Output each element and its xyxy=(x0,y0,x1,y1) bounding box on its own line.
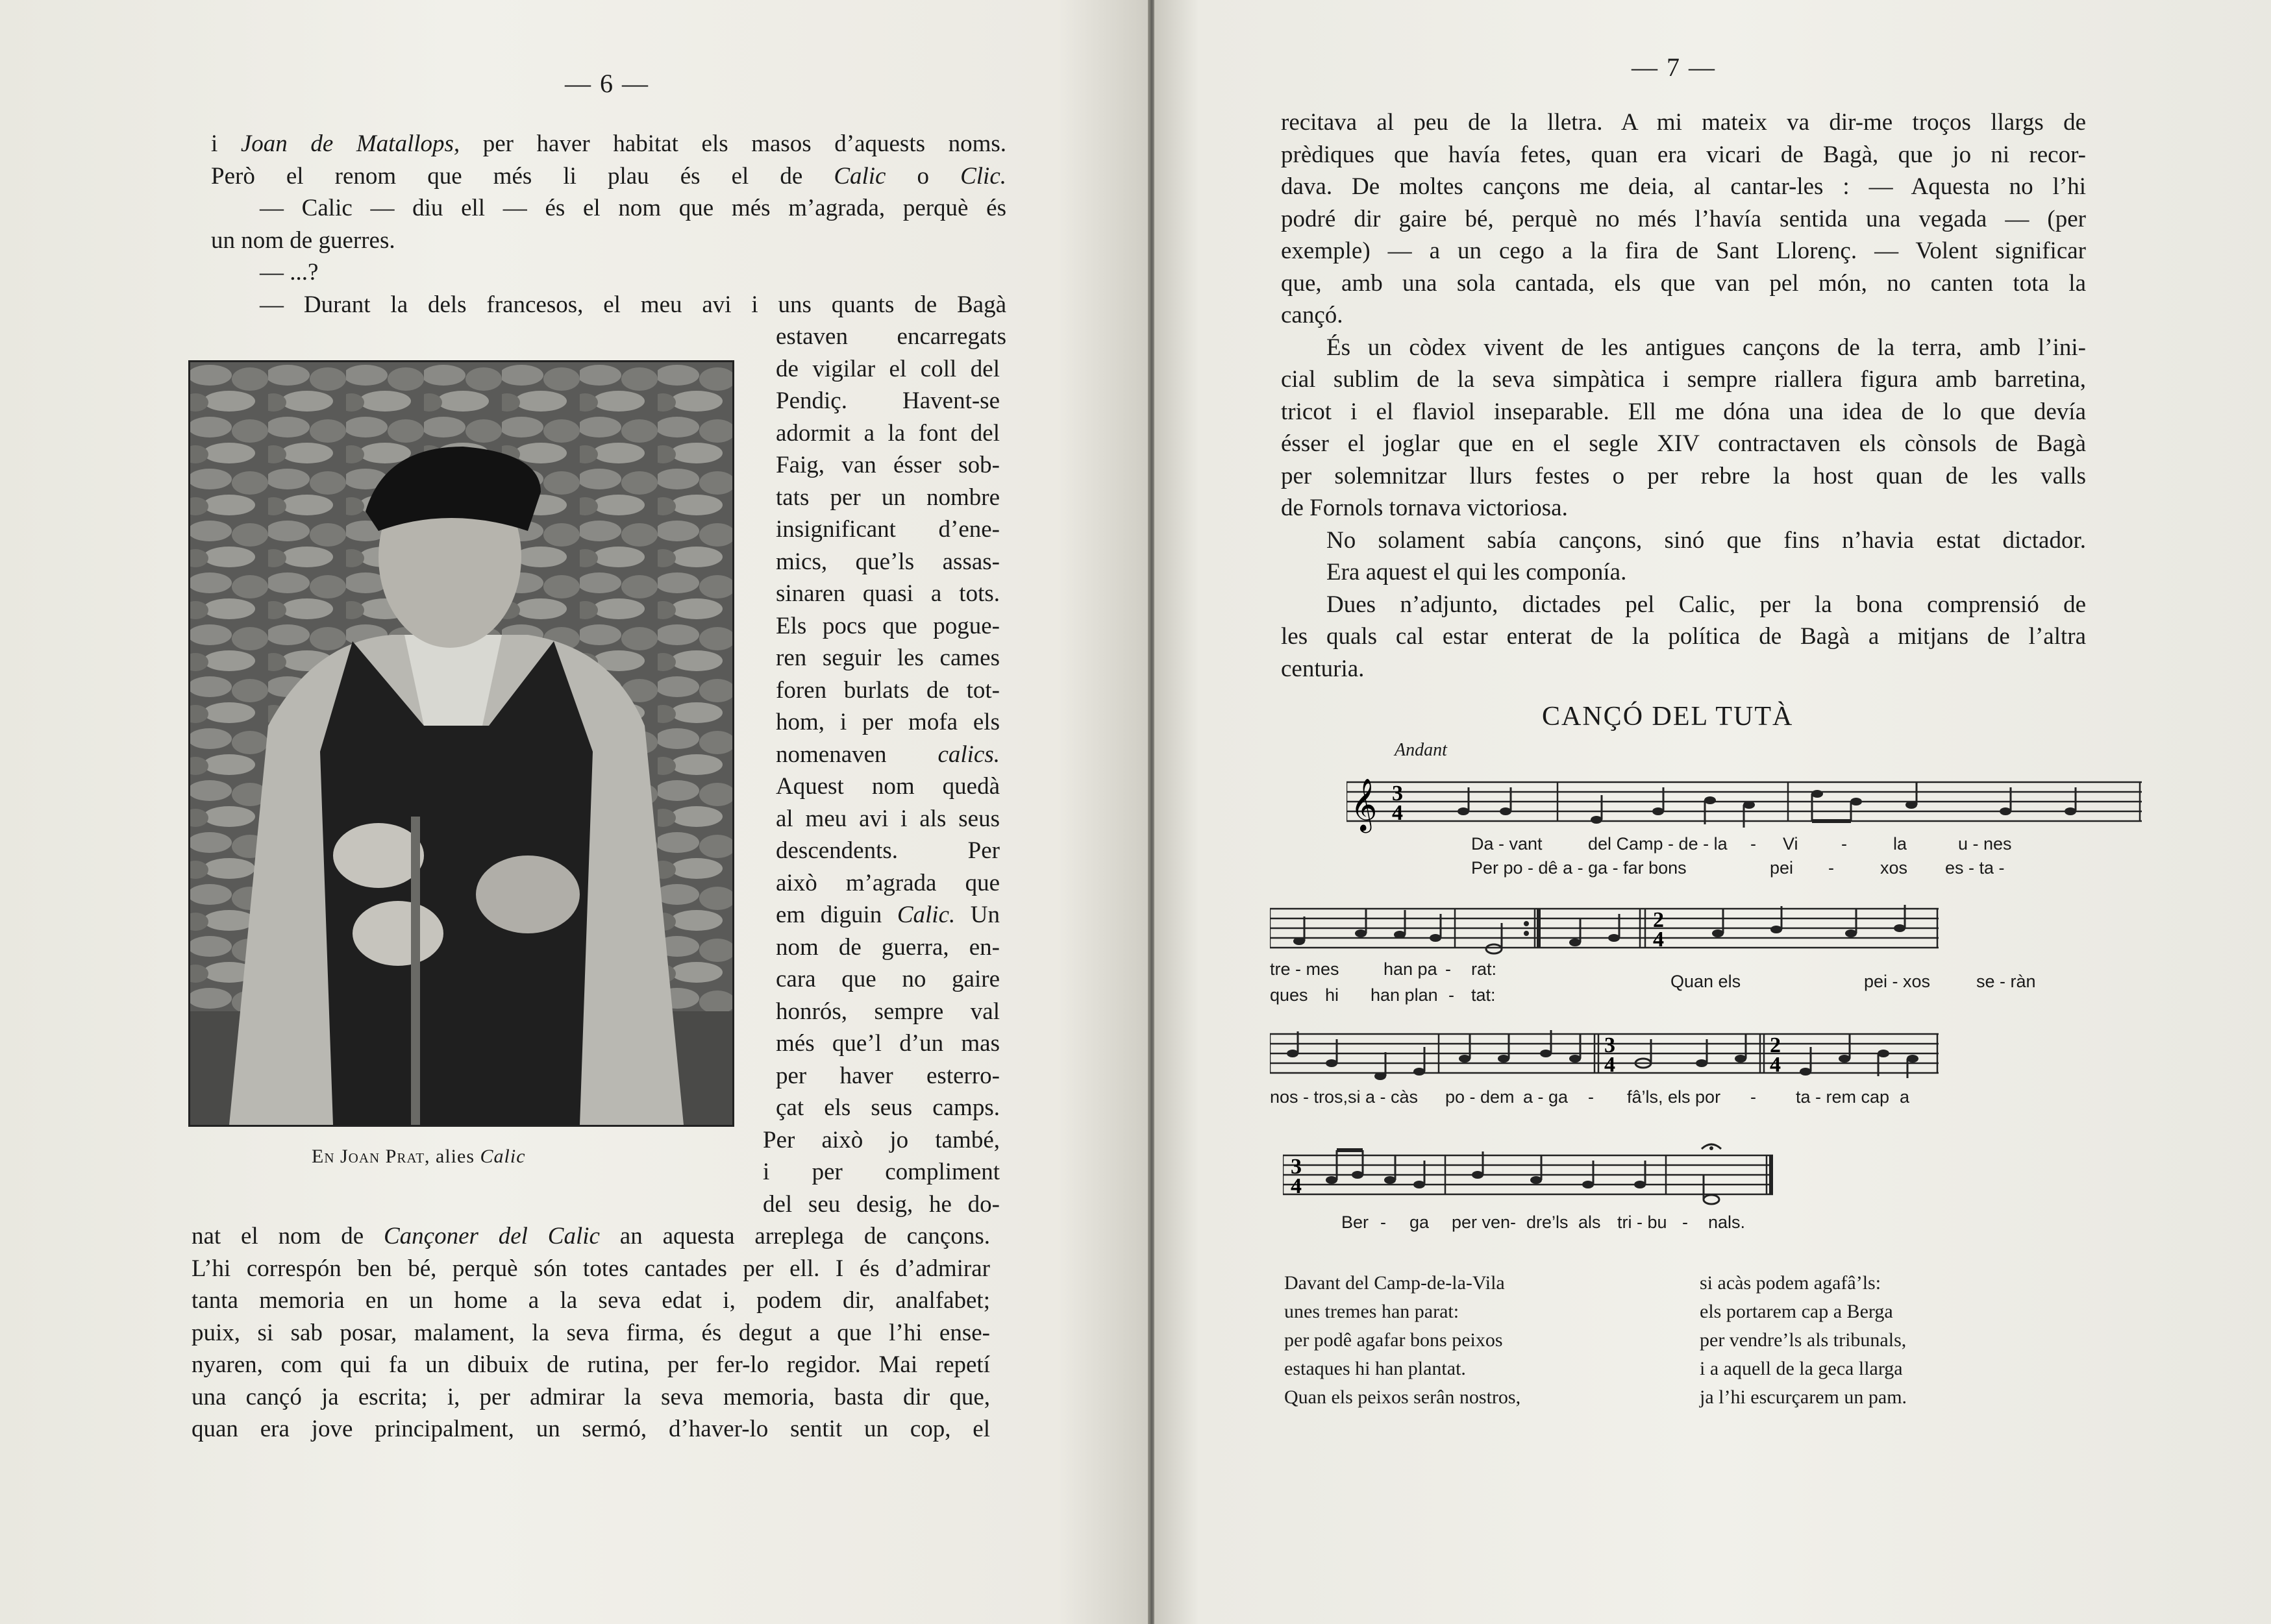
lyric-syllable: u - nes xyxy=(1958,834,2012,854)
text-line xyxy=(776,643,1000,674)
text-line xyxy=(1281,204,2086,235)
lyric-syllable: tat: xyxy=(1471,985,1496,1005)
lyrics-line-1a xyxy=(1471,834,2012,854)
page-number-right: — 7 — xyxy=(1632,53,1716,82)
text-segment: recitava al peu de la lletra. A mi mateix va dir-me troços llargs de xyxy=(1281,109,2086,136)
song-title: CANÇÓ DEL TUTÀ xyxy=(1542,702,1794,732)
text-segment: mics, que’ls assas- xyxy=(776,548,1000,575)
lyric-syllable: Da - vant xyxy=(1471,834,1543,854)
lyric-syllable: ga xyxy=(1409,1212,1430,1232)
text-segment: això m’agrada que xyxy=(776,869,1000,896)
lyric-syllable: - xyxy=(1445,959,1451,979)
lyric-syllable: la xyxy=(1893,834,1907,854)
text-segment: de vigilar el coll del xyxy=(776,355,1000,382)
text-line xyxy=(776,514,1000,545)
text-segment: sinaren quasi a tots. xyxy=(776,580,1000,607)
verse-line: per vendre’ls als tribunals, xyxy=(1700,1329,1907,1351)
text-line xyxy=(192,1382,990,1413)
text-segment: centuria. xyxy=(1281,655,1365,682)
text-segment: Faig, van ésser sob- xyxy=(776,452,1000,478)
text-segment: nyaren, com qui fa un dibuix de rutina, per fer-lo regidor. Mai repetí xyxy=(192,1351,990,1378)
lyrics-line-2c xyxy=(1670,972,2036,992)
portrait-photo xyxy=(188,360,734,1127)
caption-alias-word: alies xyxy=(430,1146,480,1167)
lyrics-line-2b xyxy=(1270,985,1496,1005)
text-line xyxy=(1326,332,2086,363)
text-segment: tricot i el flaviol inseparable. Ell me dóna una idea de lo que devía xyxy=(1281,398,2086,425)
text-segment: Aquest nom quedà xyxy=(776,773,1000,800)
text-segment: adormit a la font del xyxy=(776,419,1000,447)
lyric-syllable: - xyxy=(1448,985,1454,1005)
text-segment: cançó. xyxy=(1281,302,1343,328)
text-line xyxy=(776,675,1000,706)
text-segment: de Fornols tornava victoriosa. xyxy=(1281,495,1568,521)
text-line xyxy=(776,835,1000,867)
text-segment: Cançoner del Calic xyxy=(383,1223,600,1249)
text-segment: insignificant d’ene- xyxy=(776,516,1000,543)
caption-nickname: Calic xyxy=(480,1146,526,1167)
text-line xyxy=(1281,621,2086,652)
text-line xyxy=(1281,300,2086,331)
text-line xyxy=(1326,525,2086,556)
text-line xyxy=(776,868,1000,899)
lyric-syllable: Vi xyxy=(1783,834,1798,854)
text-line xyxy=(776,739,1000,770)
text-segment: Calic. xyxy=(897,902,956,928)
verse-line: per podê agafar bons peixos xyxy=(1284,1329,1503,1351)
text-segment: i xyxy=(211,130,241,157)
text-segment: em diguin xyxy=(776,902,897,928)
right-page xyxy=(1154,0,2271,1624)
text-segment: hom, i per mofa els xyxy=(776,709,1000,735)
text-line xyxy=(776,900,1000,931)
text-segment: un nom de guerres. xyxy=(211,227,395,254)
text-line xyxy=(763,1125,1000,1156)
text-segment: ren seguir les cames xyxy=(776,645,1000,671)
caption-name: En Joan Prat, xyxy=(312,1146,430,1167)
lyric-syllable: Ber xyxy=(1341,1212,1369,1232)
text-segment: estaven encarregats xyxy=(776,323,1006,350)
text-line xyxy=(211,161,1006,192)
text-line xyxy=(192,1221,990,1252)
text-segment: per haver esterro- xyxy=(776,1062,1000,1089)
text-segment: nat el nom de xyxy=(192,1223,384,1249)
lyric-syllable: po - dem xyxy=(1445,1087,1515,1107)
lyric-syllable: pei xyxy=(1770,858,1794,878)
text-segment: Joan de Matallops, xyxy=(240,130,460,157)
text-line xyxy=(1281,107,2086,138)
lyric-syllable: pei - xos xyxy=(1864,972,1931,991)
text-line xyxy=(776,1028,1000,1059)
lyric-syllable: tre - mes xyxy=(1270,959,1339,979)
text-segment: o xyxy=(886,162,961,190)
text-segment: honrós, sempre val xyxy=(776,998,1000,1025)
lyric-syllable: nals. xyxy=(1708,1212,1746,1232)
text-line xyxy=(776,964,1000,995)
time-signature-top-3: 3 xyxy=(1604,1033,1615,1057)
text-line xyxy=(776,771,1000,802)
text-line xyxy=(776,482,1000,513)
text-line xyxy=(1326,557,2086,588)
text-line xyxy=(776,932,1000,963)
lyric-syllable: - xyxy=(1750,1087,1756,1107)
lyric-syllable: a xyxy=(1900,1087,1910,1107)
text-line xyxy=(192,1349,990,1381)
text-line xyxy=(1326,589,2086,621)
text-line xyxy=(776,386,1000,417)
text-segment: dava. De moltes cançons me deia, al cantar-les : — Aquesta no l’hi xyxy=(1281,173,2086,200)
lyric-syllable: - xyxy=(1588,1087,1594,1107)
text-segment: tats per un nombre xyxy=(776,484,1000,511)
text-line xyxy=(211,129,1006,160)
lyrics-line-1b xyxy=(1471,858,2005,878)
verse-line: els portarem cap a Berga xyxy=(1700,1301,1893,1322)
text-line xyxy=(776,418,1000,449)
text-segment: quan era jove principalment, un sermó, d’haver-lo sentit un cop, el xyxy=(192,1416,990,1442)
text-segment: foren burlats de tot- xyxy=(776,676,1000,704)
verse-line: Davant del Camp-de-la-Vila xyxy=(1284,1272,1505,1294)
lyric-syllable: del Camp - de - la xyxy=(1588,834,1728,854)
time-signature-bottom-5: 4 xyxy=(1291,1174,1302,1198)
music-staff-4 xyxy=(1283,1142,1773,1207)
text-segment: an aquesta arreplega de cançons. xyxy=(599,1223,990,1249)
text-line xyxy=(776,321,1006,352)
text-segment: prèdiques que havía fetes, quan era vicari de Bagà, que jo ni recor- xyxy=(1281,141,2086,168)
text-segment: més que’l d’un mas xyxy=(776,1030,1000,1057)
time-signature-top: 3 xyxy=(1392,781,1403,806)
lyric-syllable: xos xyxy=(1880,858,1908,878)
text-line xyxy=(1281,171,2086,203)
text-segment: que, amb una sola cantada, els que van pel món, no canten tota la xyxy=(1281,269,2086,297)
verse-line: si acàs podem agafâ’ls: xyxy=(1700,1272,1881,1294)
text-segment: al meu avi i als seus xyxy=(776,805,1000,832)
text-line xyxy=(192,1285,990,1316)
lyric-syllable: - xyxy=(1828,858,1834,878)
text-line xyxy=(776,450,1000,481)
time-signature-bottom-4: 4 xyxy=(1770,1053,1781,1077)
lyric-syllable: - xyxy=(1682,1212,1688,1232)
lyric-syllable: nos - tros, xyxy=(1270,1087,1348,1107)
text-line xyxy=(211,225,1006,256)
text-segment: per solemnitzar llurs festes o per rebre la host quan de les valls xyxy=(1281,462,2086,489)
text-line xyxy=(776,707,1000,738)
time-signature-bottom: 4 xyxy=(1392,801,1403,825)
text-segment: Era aquest el qui les componía. xyxy=(1326,559,1627,585)
lyric-syllable: Per po - dê a - ga - far bons xyxy=(1471,858,1687,878)
text-segment: — Durant la dels francesos, el meu avi i uns quants de Bagà xyxy=(260,291,1006,318)
lyric-syllable: es - ta - xyxy=(1945,858,2005,878)
text-line xyxy=(1281,654,2086,685)
text-line xyxy=(1281,236,2086,267)
text-line xyxy=(260,257,377,288)
verse-line: Quan els peixos serân nostros, xyxy=(1284,1386,1521,1408)
text-line xyxy=(192,1414,990,1445)
lyric-syllable: - xyxy=(1510,1212,1516,1232)
lyric-syllable: se - ràn xyxy=(1976,972,2036,991)
text-segment: tanta memoria en un home a la seva edat i, podem dir, analfabet; xyxy=(192,1287,990,1314)
lyric-syllable: als xyxy=(1578,1212,1601,1232)
treble-clef-icon: 𝄞 xyxy=(1350,778,1378,831)
text-segment: podré dir gaire bé, perquè no més l’havía sentida una vegada — (per xyxy=(1281,205,2086,232)
text-segment: nomenaven xyxy=(776,741,938,768)
lyric-syllable: ta - rem cap xyxy=(1796,1087,1890,1107)
lyrics-line-3 xyxy=(1270,1087,1909,1107)
music-staff-1 xyxy=(1346,776,2142,834)
text-line xyxy=(763,1157,1000,1188)
lyric-syllable: ques xyxy=(1270,985,1308,1005)
lyric-syllable: Quan els xyxy=(1670,972,1741,991)
text-segment: cara que no gaire xyxy=(776,966,1000,992)
time-signature-top-4: 2 xyxy=(1770,1033,1781,1057)
music-staff-2 xyxy=(1270,902,1939,961)
text-line xyxy=(763,1189,1000,1220)
text-line xyxy=(1281,364,2086,395)
time-signature-bottom-2: 4 xyxy=(1653,928,1664,952)
text-segment: — ...? xyxy=(260,259,319,286)
lyric-syllable: han pa xyxy=(1384,959,1437,979)
text-line xyxy=(1281,428,2086,460)
text-segment: Un xyxy=(955,902,1000,928)
text-line xyxy=(1281,397,2086,428)
verse-line: ja l’hi escurçarem un pam. xyxy=(1700,1386,1907,1408)
text-line xyxy=(776,354,1000,385)
verse-line: i a aquell de la geca llarga xyxy=(1700,1358,1903,1379)
text-line xyxy=(776,578,1000,609)
text-segment: i per compliment xyxy=(763,1159,1000,1185)
text-segment: les quals cal estar enterat de la política de Bagà a mitjans de l’altra xyxy=(1281,623,2086,650)
text-segment: Pendiç. Havent-se xyxy=(776,388,1000,414)
text-line xyxy=(776,611,1000,642)
lyric-syllable: si a - càs xyxy=(1348,1087,1419,1107)
verse-line: unes tremes han parat: xyxy=(1284,1301,1459,1322)
text-segment: És un còdex vivent de les antigues cançons de la terra, amb l’ini- xyxy=(1326,334,2086,361)
tempo-marking: Andant xyxy=(1395,740,1447,760)
text-segment: L’hi correspón ben bé, perquè són totes cantades per ell. I és d’admirar xyxy=(192,1255,990,1282)
lyrics-line-4 xyxy=(1341,1212,1745,1233)
text-segment: una cançó ja escrita; i, per admirar la seva memoria, basta dir que, xyxy=(192,1383,990,1410)
text-segment: No solament sabía cançons, sinó que fins n’havia estat dictador. xyxy=(1326,526,2086,554)
text-segment: puix, si sab posar, malament, la seva firma, és degut a que l’hi ense- xyxy=(192,1319,990,1346)
lyric-syllable: - xyxy=(1380,1212,1386,1232)
photo-caption xyxy=(312,1146,526,1168)
text-line xyxy=(260,289,1006,321)
text-segment: Clic. xyxy=(960,162,1007,190)
time-signature-top-5: 3 xyxy=(1291,1155,1302,1179)
lyrics-line-2a xyxy=(1270,959,1496,979)
text-segment: per haver habitat els masos d’aquests noms. xyxy=(460,130,1007,157)
time-signature-bottom-3: 4 xyxy=(1604,1053,1615,1077)
text-segment: Però el renom que més li plau és el de xyxy=(211,162,834,190)
page-number: — 6 — xyxy=(565,69,649,98)
text-segment: Per això jo també, xyxy=(763,1126,1000,1153)
text-line xyxy=(776,1092,1000,1124)
lyric-syllable: per ven xyxy=(1452,1212,1511,1232)
text-segment: Calic xyxy=(834,162,886,190)
lyric-syllable: han plan xyxy=(1371,985,1438,1005)
text-segment: — Calic — diu ell — és el nom que més m’agrada, perquè és xyxy=(260,195,1006,221)
text-line xyxy=(1281,461,2086,492)
text-line xyxy=(1281,493,2086,524)
lyric-syllable: dre’ls xyxy=(1526,1212,1569,1232)
text-segment: del seu desig, he do- xyxy=(763,1190,1000,1218)
text-line xyxy=(776,804,1000,835)
text-line xyxy=(1281,268,2086,299)
text-segment: descendents. Per xyxy=(776,837,1000,864)
text-segment: cial sublim de la seva simpàtica i sempre riallera figura amb barretina, xyxy=(1281,366,2086,393)
lyric-syllable: a - ga xyxy=(1523,1087,1569,1107)
text-segment: Els pocs que pogue- xyxy=(776,612,1000,639)
text-segment: Dues n’adjunto, dictades pel Calic, per la bona comprensió de xyxy=(1326,591,2086,618)
portrait-image xyxy=(190,362,732,1125)
verse-line: estaques hi han plantat. xyxy=(1284,1358,1466,1379)
lyric-syllable: - xyxy=(1841,834,1847,854)
text-segment: çat els seus camps. xyxy=(776,1094,1000,1121)
text-segment: exemple) — a un cego a la fira de Sant Llorenç. — Volent significar xyxy=(1281,238,2086,264)
lyric-syllable: - xyxy=(1750,834,1756,854)
text-line xyxy=(1281,140,2086,171)
text-segment: nom de guerra, en- xyxy=(776,933,1000,961)
music-staff-3 xyxy=(1270,1027,1939,1086)
lyric-syllable: tri - bu xyxy=(1617,1212,1667,1232)
text-line xyxy=(192,1318,990,1349)
text-line xyxy=(776,547,1000,578)
verse-column-right xyxy=(1700,1269,1907,1412)
text-line xyxy=(192,1253,990,1285)
text-line xyxy=(260,193,1006,224)
text-segment: ésser el joglar que en el segle XIV contractaven els cònsols de Bagà xyxy=(1281,430,2086,457)
verse-column-left xyxy=(1284,1269,1520,1412)
lyric-syllable: rat: xyxy=(1471,959,1497,979)
time-signature-top-2: 2 xyxy=(1653,908,1664,932)
text-line xyxy=(776,996,1000,1027)
text-line xyxy=(776,1061,1000,1092)
lyric-syllable: fâ’ls, els por xyxy=(1627,1087,1721,1107)
text-segment: calics. xyxy=(937,741,1000,768)
lyric-syllable: hi xyxy=(1325,985,1339,1005)
